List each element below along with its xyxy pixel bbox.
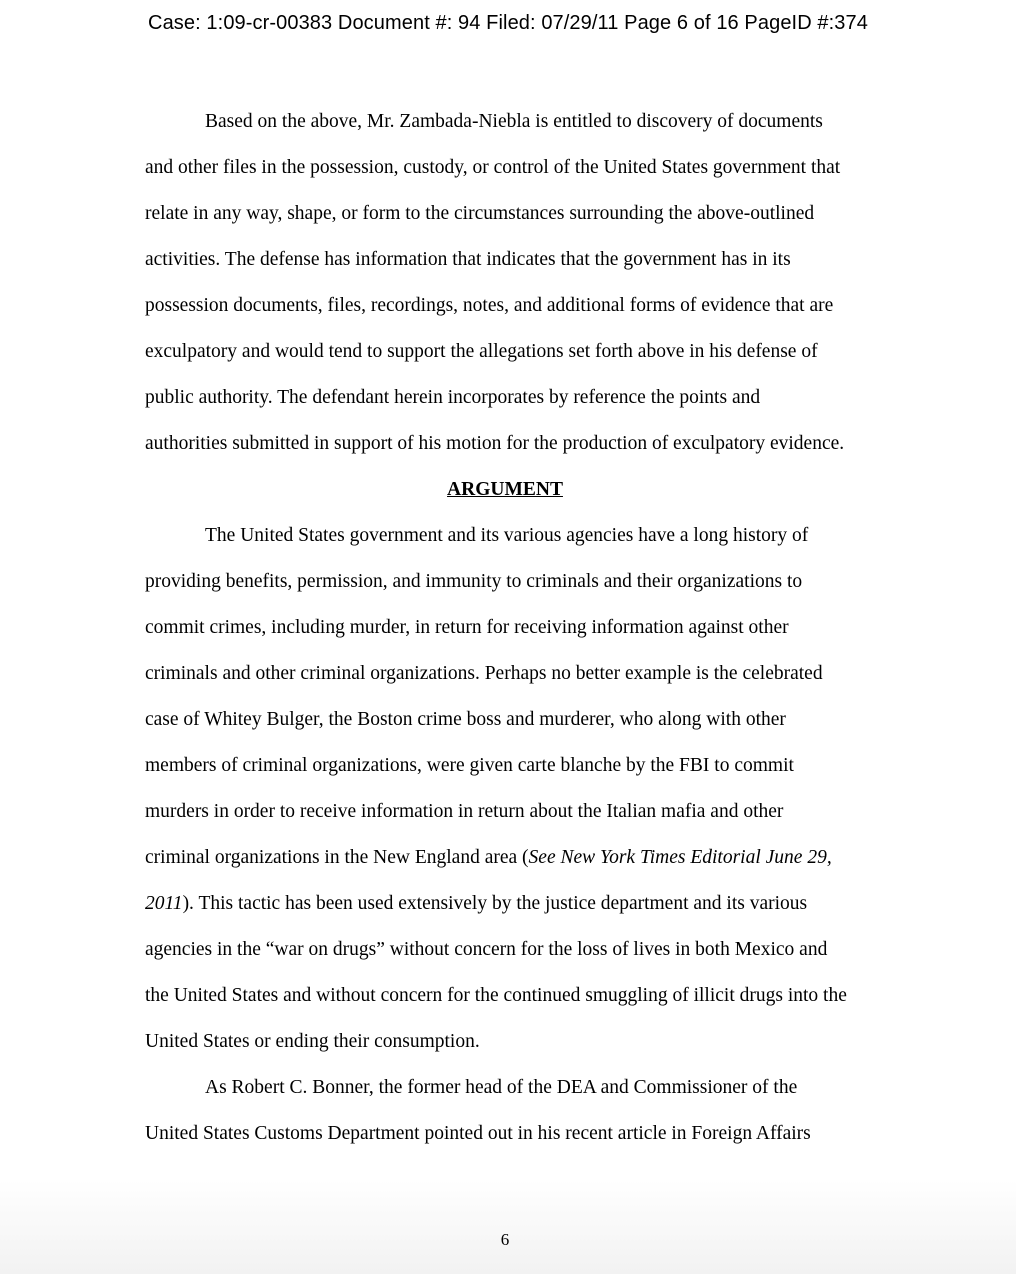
para1-line-5: possession documents, files, recordings, notes, and additional forms of evidence that are: [145, 295, 834, 316]
para2-line-10: agencies in the “war on drugs” without concern for the loss of lives in both Mexico and: [145, 939, 828, 960]
para1-line-8: authorities submitted in support of his motion for the production of exculpatory evidence.: [145, 433, 845, 454]
para2-line-5: case of Whitey Bulger, the Boston crime boss and murderer, who along with other: [145, 709, 786, 730]
para2-line-4: criminals and other criminal organizations. Perhaps no better example is the celebrated: [145, 663, 823, 684]
para1-line-4: activities. The defense has information that indicates that the government has in its: [145, 249, 791, 270]
para2-line-8-text: criminal organizations in the New England area (: [145, 847, 529, 868]
para2-line-11: the United States and without concern for the continued smuggling of illicit drugs into the: [145, 985, 847, 1006]
para2-line-1: The United States government and its various agencies have a long history of: [205, 525, 809, 546]
para2-line-9: [145, 892, 807, 916]
para2-line-7: murders in order to receive information in return about the Italian mafia and other: [145, 801, 784, 822]
para2-line-2: providing benefits, permission, and immunity to criminals and their organizations to: [145, 571, 803, 592]
section-heading: ARGUMENT: [447, 479, 563, 500]
case-header: Case: 1:09-cr-00383 Document #: 94 Filed: 07/29/11 Page 6 of 16 PageID #:374: [148, 12, 868, 34]
para1-line-1: Based on the above, Mr. Zambada-Niebla is entitled to discovery of documents: [205, 111, 823, 132]
para2-line-3: commit crimes, including murder, in return for receiving information against other: [145, 617, 789, 638]
para2-line-9-text: ). This tactic has been used extensively by the justice department and its various: [182, 893, 808, 914]
citation-year-italic: 2011: [145, 893, 183, 914]
para2-line-8: [145, 846, 832, 870]
citation-italic: See New York Times Editorial June 29,: [528, 847, 832, 868]
para1-line-2: and other files in the possession, custody, or control of the United States government that: [145, 157, 841, 178]
para1-line-6: exculpatory and would tend to support the allegations set forth above in his defense of: [145, 341, 818, 362]
para2-line-12: United States or ending their consumption.: [145, 1031, 480, 1052]
para3-line-2: United States Customs Department pointed out in his recent article in Foreign Affairs: [145, 1123, 811, 1144]
para2-line-6: members of criminal organizations, were given carte blanche by the FBI to commit: [145, 755, 794, 776]
para1-line-7: public authority. The defendant herein incorporates by reference the points and: [145, 387, 761, 408]
para1-line-3: relate in any way, shape, or form to the circumstances surrounding the above-outlined: [145, 203, 815, 224]
page-number: 6: [500, 1230, 510, 1249]
para3-line-1: As Robert C. Bonner, the former head of the DEA and Commissioner of the: [205, 1077, 798, 1098]
